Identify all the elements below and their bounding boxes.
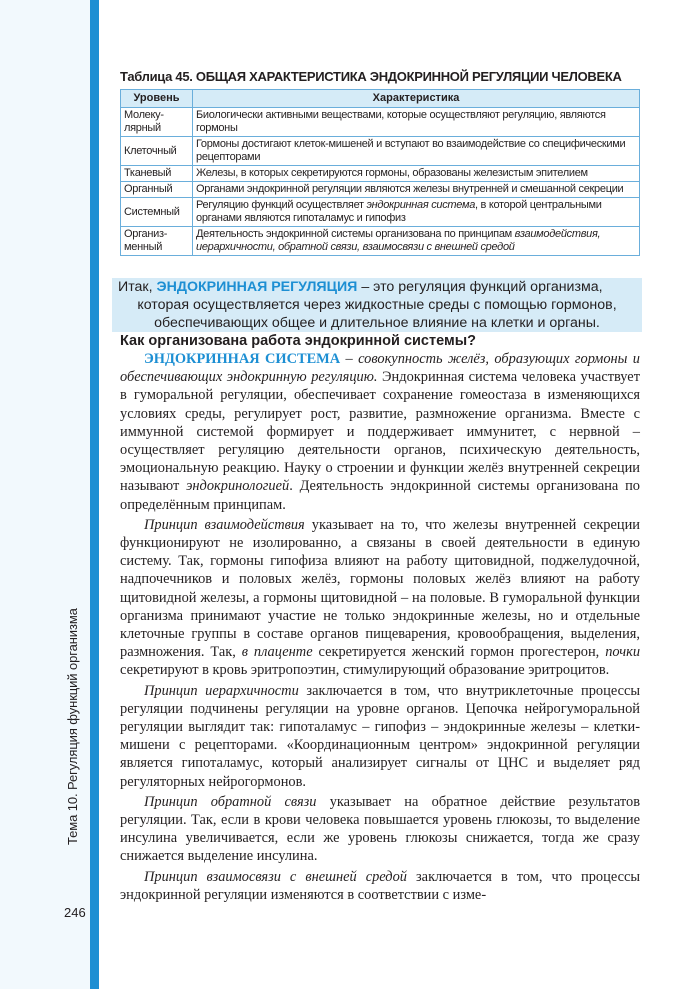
section-heading: Как организована работа эндокринной системы? <box>120 333 476 349</box>
table-row <box>121 166 640 182</box>
header-level: Уровень <box>121 90 193 108</box>
italic-run: в плаценте <box>241 644 313 661</box>
page-number: 246 <box>64 905 86 920</box>
text-run: указывает на обратное действие результатов регуляции. Так, если в крови человека повышается уровень глюкозы, то выделение инсулина увеличивается, если же уровень глюкозы снижается, тогда же сразу снижается выделение инсулина. <box>120 793 640 865</box>
row-text <box>193 227 640 256</box>
table-row <box>121 198 640 227</box>
row-level: Молеку-лярный <box>121 108 193 137</box>
row-text: Органами эндокринной регуляции являются железы внутренней и смешанной секреции <box>193 182 640 198</box>
italic-run: Принцип взаимодействия <box>144 516 305 533</box>
row-text-part: Деятельность эндокринной системы организована по принципам <box>196 228 515 240</box>
row-text <box>193 198 640 227</box>
definition-line-1 <box>112 278 642 296</box>
italic-run: Принцип взаимосвязи с внешней средой <box>144 868 407 885</box>
text-run: секретируется женский гормон прогестерон, <box>312 644 606 661</box>
dash: – <box>340 351 359 367</box>
table-row <box>121 108 640 137</box>
definition-rest: – это регуляция функций организма, <box>357 279 603 295</box>
table-header-row <box>121 90 640 108</box>
side-accent-bar <box>90 0 99 989</box>
text-run: заключается в том, что процессы эндокринной регуляции изменяются в соответствии с изме- <box>120 868 641 903</box>
row-text-italic: взаимодействия, иерархичности, обратной связи, взаимосвязи с внешней средой <box>196 228 601 253</box>
text-run: . Деятельность эндокринной системы организована по определённым принципам. <box>120 478 640 513</box>
body-text <box>120 350 640 904</box>
italic-run: эндокринологией <box>186 478 290 495</box>
definition-box <box>112 278 642 332</box>
text-run: Эндокринная система человека участвует в гуморальной регуляции, обеспечивает сохранение гомеостаза в изменяющихся условиях среды, регулирует рост, развитие, размножение организма. Вместе с иммунной системой формирует и поддерживает иммунитет, с нервной – осуществляет регуляцию деятельности органов, психическую деятельность, эмоциональную реакцию. Науку о строении и функции желёз внутренней секреции называют <box>120 369 640 495</box>
text-run: заключается в том, что внутриклеточные процессы регуляции подчинены регуляции на уровне органов. Цепочка нейрогуморальной регуляции выглядит так: гипоталамус – гипофиз – эндокринные железы – клетки-мишени с рецепторами. «Координационным центром» эндокринной регуляции является гипоталамус, который анализирует сигналы от ЦНС и выделяет ряд регуляторных нейрогормонов. <box>120 682 641 790</box>
row-text-part: Регуляцию функций осуществляет <box>196 199 367 211</box>
definition-lead: Итак, <box>118 279 157 295</box>
row-level: Органный <box>121 182 193 198</box>
side-margin <box>0 0 99 989</box>
table-row <box>121 227 640 256</box>
system-definition: совокупность желёз, образующих гормоны и обеспечивающих эндокринную регуляцию. <box>120 351 640 386</box>
header-characteristic: Характеристика <box>193 90 640 108</box>
row-text: Железы, в которых секретируются гормоны, образованы железистым эпителием <box>193 166 640 182</box>
row-text: Гормоны достигают клеток-мишеней и вступают во взаимодействие со специфическими рецепторами <box>193 137 640 166</box>
definition-line-3: обеспечивающих общее и длительное влияние на клетки и органы. <box>154 315 600 331</box>
system-term: ЭНДОКРИННАЯ СИСТЕМА <box>144 351 341 367</box>
paragraph <box>120 516 640 680</box>
definition-line-2: которая осуществляется через жидкостные среды с помощью гормонов, <box>137 297 617 313</box>
characteristics-table <box>120 89 640 256</box>
row-text-part: , в которой центральными органами являются гипоталамус и гипофиз <box>196 199 602 224</box>
italic-run: Принцип иерархичности <box>144 682 299 699</box>
row-level: Системный <box>121 198 193 227</box>
row-text: Биологически активными веществами, которые осуществляют регуляцию, являются гормоны <box>193 108 640 137</box>
paragraph <box>120 868 640 904</box>
italic-run: почки <box>605 644 641 661</box>
table-row <box>121 182 640 198</box>
paragraph <box>120 793 640 866</box>
running-title: Тема 10. Регуляция функций организма <box>65 608 80 845</box>
text-run: секретируют в кровь эритропоэтин, стимулирующий образование эритроцитов. <box>120 662 610 679</box>
italic-run: Принцип обратной связи <box>144 793 317 810</box>
row-level: Тканевый <box>121 166 193 182</box>
paragraph <box>120 350 640 514</box>
row-text-italic: эндокринная система <box>366 199 476 211</box>
table-row <box>121 137 640 166</box>
paragraph <box>120 682 640 791</box>
row-level: Клеточный <box>121 137 193 166</box>
table-title: Таблица 45. ОБЩАЯ ХАРАКТЕРИСТИКА ЭНДОКРИННОЙ РЕГУЛЯЦИИ ЧЕЛОВЕКА <box>120 69 622 84</box>
text-run: указывает на то, что железы внутренней секреции функционируют не изолированно, а связаны в своей деятельности в единую систему. Так, гормоны гипофиза влияют на работу щитовидной, поджелудочной, надпочечников и половых желёз, гормоны половых желёз влияют на работу щитовидной железы, а гормоны щитовидной – на половые. В гуморальной функции организма принимают участие не только эндокринные железы, но и отдельные клеточные группы в составе органов пищеварения, кровообращения, выделения, размножения. Так, <box>120 516 640 661</box>
definition-term: ЭНДОКРИННАЯ РЕГУЛЯЦИЯ <box>156 279 358 295</box>
row-level: Организ-менный <box>121 227 193 256</box>
